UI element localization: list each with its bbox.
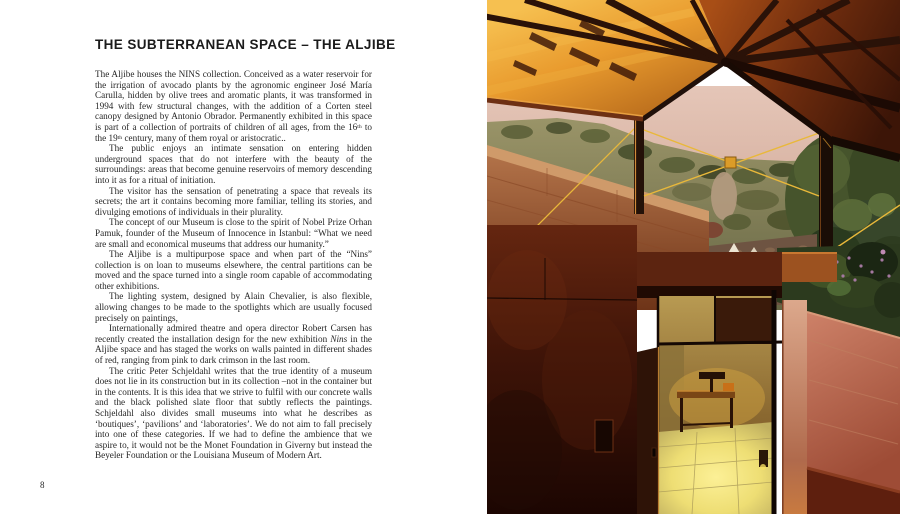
entrance-corridor <box>658 290 782 514</box>
paragraph: The public enjoys an intimate sensation on entering hidden underground spaces that do not interfere with the beauty of the surroundings: areas that become genuine reservoirs of memory descending into it as for a ritual of initiation. <box>95 143 372 185</box>
page-title: THE SUBTERRANEAN SPACE – THE ALJIBE <box>95 37 396 52</box>
aljibe-photo-illustration <box>487 0 900 514</box>
body-text <box>95 69 372 461</box>
page-number: 8 <box>40 480 45 490</box>
paragraph: The concept of our Museum is close to the spirit of Nobel Prize Orhan Pamuk, founder of the Museum of Innocence in Istanbul: “What we need are small and economical museums that address our humanity.” <box>95 217 372 249</box>
paragraph: The Aljibe is a multipurpose space and when part of the “Nins” collection is on loan to museums elsewhere, the central partitions can be moved and the space turned into a single room capable of accommodating other exhibitions. <box>95 249 372 291</box>
entrance-lintel <box>637 252 782 298</box>
paragraph: The Aljibe houses the NINS collection. Conceived as a water reservoir for the irrigation of avocado plants by the agronomic engineer José María Carulla, hidden by olive trees and aromatic plants, it was transformed in 1994 with few structural changes, with the addition of a Corten steel canopy designed by Antonio Obrador. Permanently exhibited in this space is part of a collection of portraits of children of all ages, from the 16th to the 19th century, many of them royal or aristocratic.. <box>95 69 373 143</box>
corten-wall <box>487 225 637 514</box>
paragraph: The visitor has the sensation of penetrating a space that reveals its secrets; the art it contains becoming more familiar, telling its stories, and divulging emotions of individuals in their plurality. <box>95 185 372 217</box>
left-page <box>95 0 396 461</box>
open-door <box>637 347 659 514</box>
paragraph: Internationally admired theatre and opera director Robert Carsen has recently created the installation design for the new exhibition Nins in the Aljibe space and has staged the works on walls painted in different shades of red, ranging from pink to dark crimson in the last room. <box>95 323 372 366</box>
photo-aljibe-entrance <box>487 0 900 514</box>
paragraph: The critic Peter Schjeldahl writes that the true identity of a museum does not lie in its construction but in its collection –not in the container but in the contents. It is this idea that we strive to fulfil with our concrete walls and the black polished slate floor that subtly reflects the paintings. Schjeldahl also divides small museums into what he describes as ‘boutiques’, ‘pavilions’ and ‘laboratories’. We do not aim to fall precisely into one of these categories. If we had to define the ambience that we aspire to, it would not be the Monet Foundation in Giverny but instead the Beyeler Foundation or the Louisiana Museum of Modern Art. <box>95 365 372 461</box>
paragraph: The lighting system, designed by Alain Chevalier, is also flexible, allowing changes to be made to the spotlights which are usually focused precisely on paintings, <box>95 291 372 323</box>
pink-slab <box>782 300 900 514</box>
cable-hub <box>725 157 736 168</box>
